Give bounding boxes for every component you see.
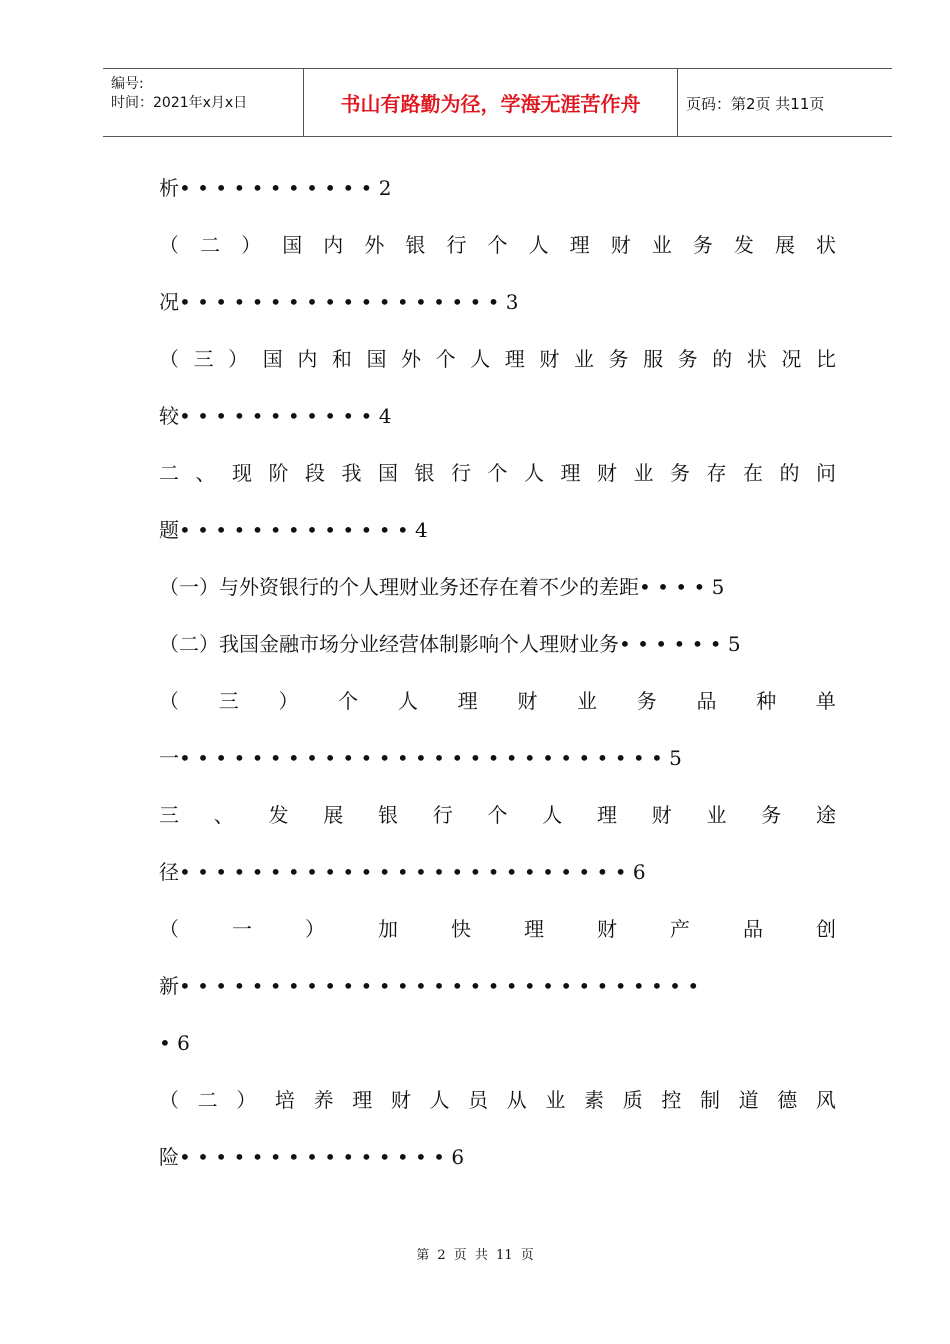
- header-meta: [111, 75, 247, 113]
- toc-char: 存: [706, 461, 727, 485]
- toc-leader-page: • • • • • • • • • • • 2: [179, 176, 392, 200]
- toc-char: 理: [524, 917, 544, 941]
- header-motto: 书山有路勤为径，学海无涯苦作舟: [340, 92, 641, 116]
- toc-char: 服: [643, 347, 664, 371]
- toc-char: 人: [524, 461, 544, 485]
- toc-char: 二: [197, 1088, 218, 1112]
- toc-char: 行: [451, 461, 471, 485]
- toc-char: （: [159, 347, 179, 371]
- toc-char: 内: [323, 233, 344, 257]
- header-page-number: 页码：第2页 共11页: [686, 95, 825, 113]
- toc-leader-page: • • • • • • • • • • • • • 4: [179, 518, 428, 542]
- toc-char: 人: [528, 233, 549, 257]
- toc-char: 和: [331, 347, 352, 371]
- header-divider-right: [677, 69, 678, 136]
- toc-char: 二: [159, 461, 179, 485]
- toc-char: 理: [457, 689, 478, 713]
- toc-leader-page: • • • • • • • • • • • • • • • • • • • • • • • • • 6: [179, 860, 646, 884]
- toc-entry-text: 新: [159, 974, 179, 998]
- table-of-contents: [159, 160, 836, 1186]
- toc-entry-text: 险: [159, 1145, 179, 1169]
- toc-char: 员: [468, 1088, 489, 1112]
- toc-char: 理: [560, 461, 581, 485]
- toc-char: 控: [661, 1088, 682, 1112]
- toc-line: [159, 844, 836, 901]
- toc-leader-page: • • • • • • • • • • • • • • • • • • • • • • • • • • • 5: [179, 746, 682, 770]
- toc-leader-page: • • • • 5: [639, 575, 725, 599]
- toc-leader-page: • • • • • • • • • • • • • • • 6: [179, 1145, 465, 1169]
- toc-leader-page: • • • • • • • • • • • • • • • • • • • • • • • • • • • • •: [179, 974, 700, 998]
- toc-char: ）: [278, 689, 299, 713]
- toc-entry-text: 析: [159, 176, 179, 200]
- toc-char: 个: [338, 689, 359, 713]
- toc-char: 内: [297, 347, 318, 371]
- toc-char: 问: [816, 461, 836, 485]
- toc-char: 务: [636, 689, 657, 713]
- toc-char: （: [159, 689, 179, 713]
- toc-char: 银: [405, 233, 426, 257]
- toc-char: 行: [446, 233, 467, 257]
- toc-char: 状: [816, 233, 836, 257]
- toc-line: [159, 331, 836, 388]
- toc-char: 国: [262, 347, 283, 371]
- toc-line: [159, 616, 836, 673]
- toc-char: 段: [305, 461, 325, 485]
- toc-char: 制: [699, 1088, 720, 1112]
- toc-char: 三: [218, 689, 239, 713]
- toc-char: 务: [677, 347, 698, 371]
- toc-char: 状: [746, 347, 767, 371]
- toc-line: [159, 388, 836, 445]
- toc-char: 品: [743, 917, 763, 941]
- toc-char: 个: [487, 233, 508, 257]
- toc-char: 比: [815, 347, 836, 371]
- toc-char: 创: [816, 917, 836, 941]
- toc-char: 养: [313, 1088, 334, 1112]
- toc-entry-text: 题: [159, 518, 179, 542]
- toc-char: 质: [622, 1088, 643, 1112]
- toc-char: 人: [429, 1088, 450, 1112]
- toc-char: 财: [539, 347, 560, 371]
- toc-char: 外: [401, 347, 422, 371]
- document-header: [103, 68, 892, 137]
- toc-char: 的: [712, 347, 733, 371]
- toc-char: 加: [378, 917, 398, 941]
- toc-char: 我: [341, 461, 362, 485]
- toc-char: 的: [779, 461, 800, 485]
- toc-line: [159, 274, 836, 331]
- toc-char: 一: [232, 917, 252, 941]
- toc-char: 培: [274, 1088, 295, 1112]
- toc-entry-text: （二）我国金融市场分业经营体制影响个人理财业务: [159, 632, 619, 656]
- toc-char: 务: [692, 233, 713, 257]
- toc-entry-text: （一）与外资银行的个人理财业务还存在着不少的差距: [159, 575, 639, 599]
- toc-line: [159, 673, 836, 730]
- toc-char: 财: [517, 689, 538, 713]
- toc-char: 个: [435, 347, 456, 371]
- toc-char: 业: [545, 1088, 566, 1112]
- toc-char: ）: [236, 1088, 257, 1112]
- toc-char: 素: [584, 1088, 605, 1112]
- toc-char: 展: [774, 233, 795, 257]
- toc-char: 现: [232, 461, 252, 485]
- toc-char: 阶: [268, 461, 289, 485]
- toc-char: 财: [651, 803, 672, 827]
- toc-char: 外: [364, 233, 385, 257]
- toc-char: 快: [451, 917, 471, 941]
- toc-char: 务: [761, 803, 782, 827]
- toc-line: [159, 1072, 836, 1129]
- toc-leader-page: • • • • • • 5: [619, 632, 741, 656]
- toc-char: 业: [577, 689, 598, 713]
- toc-line: [159, 217, 836, 274]
- toc-entry-text: 一: [159, 746, 179, 770]
- toc-char: 道: [738, 1088, 759, 1112]
- toc-char: 从: [506, 1088, 527, 1112]
- toc-leader-page: • • • • • • • • • • • • • • • • • • 3: [179, 290, 519, 314]
- toc-char: 二: [200, 233, 221, 257]
- toc-char: 发: [268, 803, 289, 827]
- toc-line: [159, 160, 836, 217]
- toc-line: [159, 445, 836, 502]
- toc-leader-page: • 6: [159, 1031, 190, 1055]
- toc-char: 行: [432, 803, 453, 827]
- toc-char: 业: [706, 803, 727, 827]
- toc-char: 务: [608, 347, 629, 371]
- toc-char: 展: [323, 803, 344, 827]
- toc-char: 财: [597, 917, 617, 941]
- toc-char: 人: [542, 803, 563, 827]
- toc-char: 银: [414, 461, 435, 485]
- toc-char: 德: [777, 1088, 798, 1112]
- toc-line: [159, 1015, 836, 1072]
- toc-line: [159, 730, 836, 787]
- toc-char: 业: [633, 461, 654, 485]
- toc-char: 三: [159, 803, 179, 827]
- toc-char: （: [159, 233, 179, 257]
- toc-char: 、: [195, 461, 216, 485]
- toc-char: （: [159, 1088, 179, 1112]
- toc-char: 品: [696, 689, 717, 713]
- toc-char: 发: [733, 233, 754, 257]
- toc-line: [159, 958, 836, 1015]
- toc-char: 风: [815, 1088, 836, 1112]
- toc-char: 业: [651, 233, 672, 257]
- time-label: 时间：2021年x月x日: [111, 95, 248, 111]
- toc-char: 、: [213, 803, 234, 827]
- toc-char: 人: [470, 347, 491, 371]
- toc-char: 三: [193, 347, 214, 371]
- toc-char: 况: [781, 347, 802, 371]
- toc-entry-text: 况: [159, 290, 179, 314]
- toc-char: 财: [610, 233, 631, 257]
- toc-char: 个: [487, 461, 508, 485]
- toc-char: 产: [670, 917, 690, 941]
- page-footer: 第 2 页 共 11 页: [416, 1248, 534, 1263]
- toc-char: 业: [573, 347, 594, 371]
- toc-char: ）: [305, 917, 325, 941]
- toc-char: 种: [756, 689, 777, 713]
- toc-line: [159, 1129, 836, 1186]
- toc-char: 财: [390, 1088, 411, 1112]
- toc-char: ）: [241, 233, 262, 257]
- toc-char: 途: [816, 803, 836, 827]
- toc-char: 在: [743, 461, 763, 485]
- serial-label: 编号:: [111, 76, 144, 92]
- toc-line: [159, 559, 836, 616]
- toc-char: 国: [282, 233, 303, 257]
- toc-char: 财: [597, 461, 617, 485]
- toc-char: 理: [597, 803, 617, 827]
- toc-char: 单: [815, 689, 836, 713]
- toc-char: 个: [487, 803, 508, 827]
- toc-line: [159, 502, 836, 559]
- toc-char: 银: [378, 803, 398, 827]
- toc-char: 理: [504, 347, 525, 371]
- toc-line: [159, 901, 836, 958]
- toc-char: 国: [366, 347, 387, 371]
- toc-char: （: [159, 917, 179, 941]
- toc-entry-text: 径: [159, 860, 179, 884]
- toc-char: 理: [569, 233, 590, 257]
- toc-char: 人: [397, 689, 418, 713]
- toc-char: ）: [228, 347, 249, 371]
- toc-entry-text: 较: [159, 404, 179, 428]
- toc-char: 务: [670, 461, 690, 485]
- toc-leader-page: • • • • • • • • • • • 4: [179, 404, 392, 428]
- toc-char: 国: [378, 461, 398, 485]
- toc-line: [159, 787, 836, 844]
- toc-char: 理: [352, 1088, 373, 1112]
